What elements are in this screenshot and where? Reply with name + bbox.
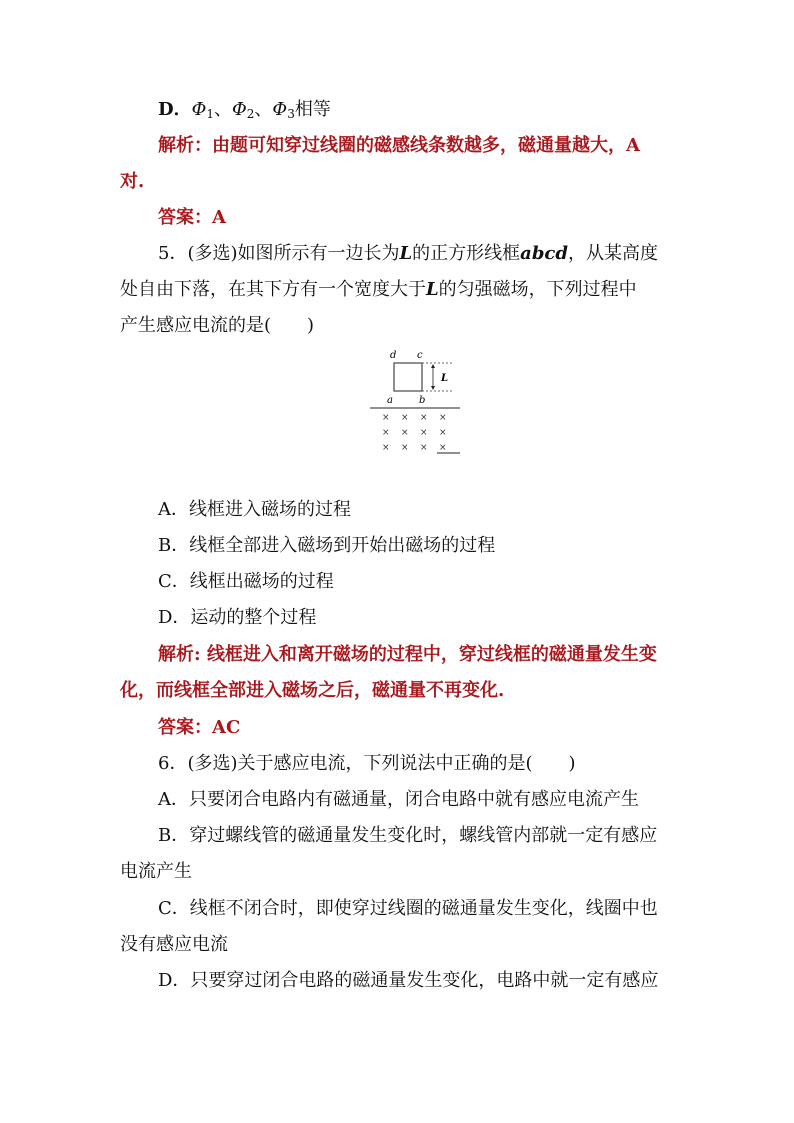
answer-4	[158, 206, 226, 230]
field-cross: ×	[420, 443, 428, 453]
q6-option-d-line1: D．只要穿过闭合电路的磁通量发生变化，电路中就一定有感应	[158, 970, 659, 991]
analysis-text: 化，而线框全部进入磁场之后，磁通量不再变化.	[120, 680, 505, 701]
q5-text: 的匀强磁场，下列过程中	[438, 279, 637, 300]
label-a: a	[387, 395, 393, 406]
answer-value: A	[212, 207, 226, 228]
q6-option-c-line2: 没有感应电流	[120, 934, 228, 955]
label-d: d	[390, 350, 397, 361]
arrow-head-up	[431, 364, 435, 368]
q6-option-a: A．只要闭合电路内有磁通量，闭合电路中就有感应电流产生	[158, 789, 639, 810]
q5-text: 产生感应电流的是( )	[120, 315, 315, 336]
var-abcd: abcd	[520, 243, 568, 264]
subscript: 2	[246, 107, 255, 121]
field-cross: ×	[382, 428, 390, 438]
field-cross: ×	[439, 413, 447, 423]
analysis-text: 对.	[120, 171, 145, 192]
q6-option-b-line1: B．穿过螺线管的磁通量发生变化时，螺线管内部就一定有感应	[158, 825, 658, 846]
q6-option-c-line1: C．线框不闭合时，即使穿过线圈的磁通量发生变化，线圈中也	[158, 898, 658, 919]
field-cross: ×	[420, 428, 428, 438]
square-loop-magnetic-field-figure	[370, 346, 470, 456]
option-label: D．	[158, 99, 192, 120]
q5-text: 5．(多选)如图所示有一边长为	[158, 243, 400, 264]
arrow-head-down	[431, 386, 435, 390]
phi-symbol: Φ	[191, 99, 207, 120]
answer-label: 答案：	[158, 207, 212, 228]
analysis-text: 线框进入和离开磁场的过程中，穿过线框的磁通量发生变	[206, 644, 657, 665]
phi-symbol: Φ	[232, 99, 247, 120]
field-cross: ×	[401, 443, 409, 453]
var-L: L	[399, 243, 413, 264]
q5-option-c: C．线框出磁场的过程	[158, 571, 334, 592]
analysis-5-line1	[158, 643, 657, 667]
q6-stem: 6．(多选)关于感应电流，下列说法中正确的是( )	[158, 753, 576, 774]
q5-option-d: D．运动的整个过程	[158, 607, 317, 628]
square-loop	[394, 363, 422, 391]
field-cross: ×	[401, 428, 409, 438]
subscript: 1	[206, 107, 215, 121]
phi-symbol: Φ	[272, 99, 288, 120]
analysis-label: 解析	[158, 644, 194, 665]
q5-option-b: B．线框全部进入磁场到开始出磁场的过程	[158, 535, 496, 556]
analysis-label: 解析	[158, 135, 194, 156]
option-text: 相等	[294, 99, 331, 120]
separator: 、	[214, 99, 233, 120]
answer-label: 答案：	[158, 717, 212, 738]
analysis-colon: ：	[194, 135, 212, 156]
var-L: L	[426, 279, 439, 300]
q5-stem-line1	[158, 242, 658, 266]
field-cross: ×	[439, 443, 447, 453]
separator: 、	[254, 99, 273, 120]
answer-value: AC	[212, 717, 241, 738]
q5-option-a: A．线框进入磁场的过程	[158, 499, 351, 520]
field-cross: ×	[420, 413, 428, 423]
analysis-colon: :	[194, 644, 201, 665]
answer-5	[158, 716, 240, 740]
magnetic-field-crosses	[382, 413, 447, 453]
label-c: c	[417, 350, 423, 361]
label-b: b	[419, 395, 426, 406]
subscript: 3	[287, 107, 295, 121]
q5-text: 处自由下落，在其下方有一个宽度大于	[120, 279, 426, 300]
label-L: L	[441, 373, 449, 384]
q5-stem-line3	[120, 314, 314, 338]
q6-option-b-line2: 电流产生	[120, 861, 192, 882]
field-cross: ×	[382, 413, 390, 423]
field-cross: ×	[439, 428, 447, 438]
prev-option-d	[158, 98, 331, 126]
analysis-5-line2	[120, 679, 504, 703]
field-cross: ×	[382, 443, 390, 453]
q5-text: 的正方形线框	[412, 243, 521, 264]
analysis-4-line1	[158, 134, 640, 158]
q5-text: ，从某高度	[567, 243, 658, 264]
analysis-text: 由题可知穿过线圈的磁感线条数越多，磁通量越大，A	[212, 135, 640, 156]
field-cross: ×	[401, 413, 409, 423]
analysis-4-line2	[120, 170, 144, 194]
q5-stem-line2	[120, 278, 637, 302]
